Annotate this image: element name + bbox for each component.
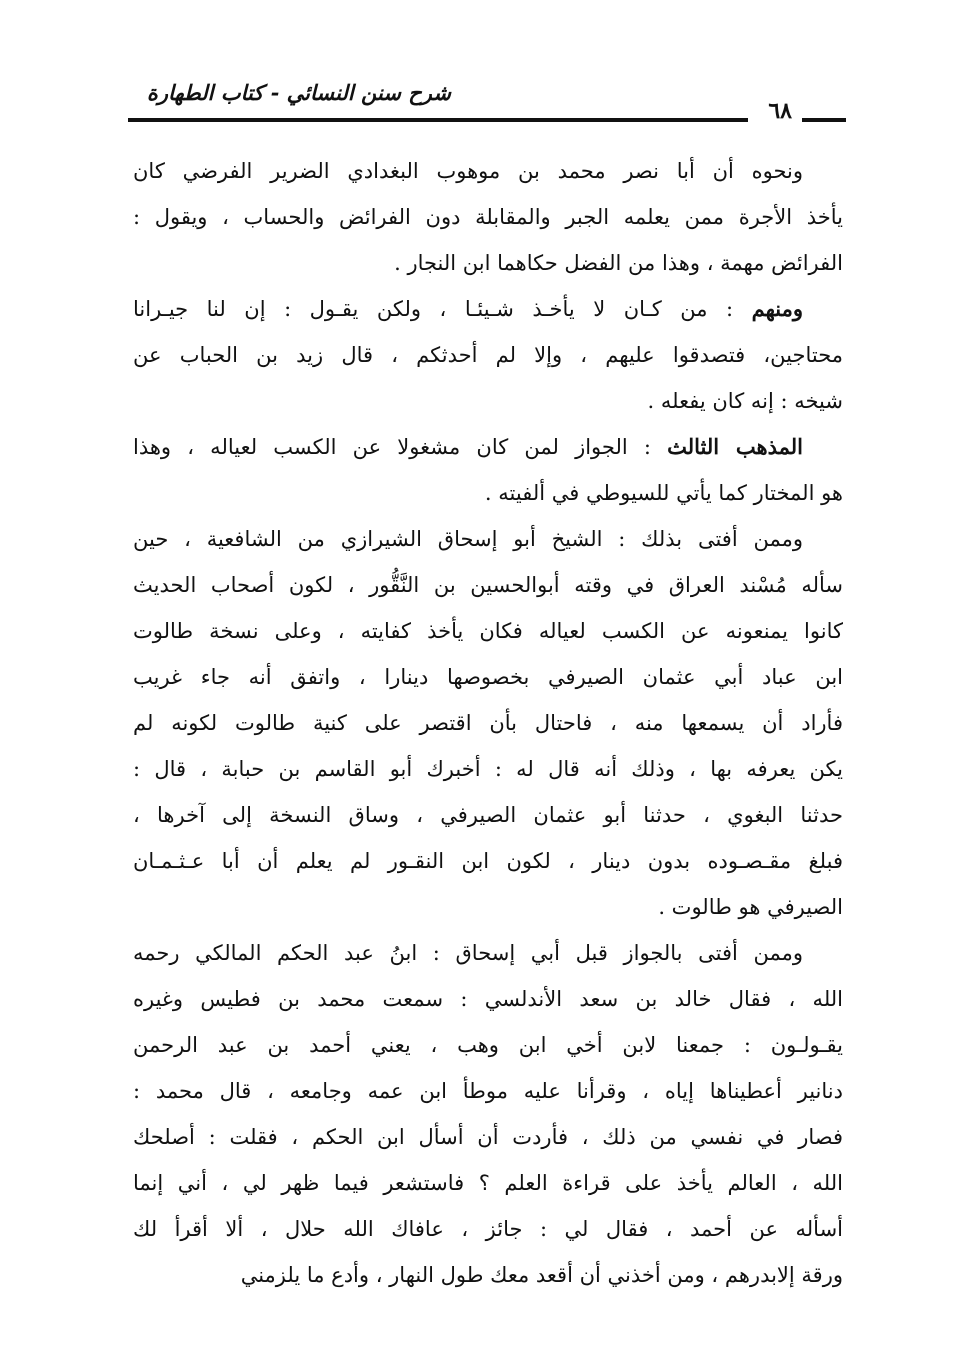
line-text: فبلغ مقـصـوده بدون دينار ، لكون ابن النقـور لم يعلم أن أبا عـثـمـان	[133, 849, 843, 873]
text-line	[133, 884, 843, 930]
header-rule-dash	[802, 118, 846, 122]
text-line	[133, 792, 843, 838]
line-text: ابن عباد أبي عثمان الصيرفي بخصوصها دينارا ، واتفق أنه جاء غريب	[133, 665, 843, 689]
text-line	[133, 746, 843, 792]
line-text: الصيرفي هو طالوت .	[658, 895, 843, 919]
text-line	[133, 378, 843, 424]
line-text: ونحوه أن أبا نصر محمد بن موهوب البغدادي الضرير الفرضي كان	[133, 159, 803, 183]
line-text: كانوا يمنعونه عن الكسب لعياله فكان يأخذ كفايته ، وعلى نسخة طالوت	[133, 619, 843, 643]
line-text: وممن أفتى بذلك : الشيخ أبو إسحاق الشيرازي من الشافعية ، حين	[133, 527, 803, 551]
text-line	[133, 976, 843, 1022]
text-line	[133, 608, 843, 654]
paragraph	[133, 424, 843, 516]
text-line	[133, 424, 843, 470]
text-line	[133, 1114, 843, 1160]
line-text: الله ، فقال خالد بن سعد الأندلسي : سمعت محمد بن فطيس وغيره	[133, 987, 843, 1011]
text-line	[133, 654, 843, 700]
line-text: فصار في نفسي من ذلك ، فأردت أن أسأل ابن الحكم ، فقلت : أصلحك	[133, 1125, 843, 1149]
text-line	[133, 1068, 843, 1114]
line-text: هو المختار كما يأتي للسيوطي في ألفيته .	[484, 481, 843, 505]
text-line	[133, 930, 843, 976]
line-text: يأخذ الأجرة ممن يعلمه الجبر والمقابلة دون الفرائض والحساب ، ويقول :	[133, 205, 843, 229]
line-text: الفرائض مهمة ، وهذا من الفضل حكاهما ابن النجار .	[394, 251, 843, 275]
page-number: ٦٨	[768, 98, 792, 124]
text-line	[133, 838, 843, 884]
header-rule	[128, 118, 748, 122]
text-line	[133, 516, 843, 562]
paragraph-lead: المذهب الثالث	[667, 434, 803, 459]
line-text: الله ، العالم يأخذ على قراءة العلم ؟ فاستشعر فيما ظهر لي ، أني إنما	[133, 1171, 843, 1195]
line-text: أسأله عن أحمد ، فقال لي : جائز ، عافاك الله حلال ، ألا أقرأ لك	[133, 1217, 843, 1241]
line-text: محتاجين، فتصدقوا عليهم ، وإلا لم أحدثكم ، قال زيد بن الحباب عن	[133, 343, 843, 367]
line-text: يكن يعرفه بها ، وذلك أنه قال له : أخبرك أبو القاسم بن حبابة ، قال :	[133, 757, 843, 781]
line-text: سأله مُسْند العراق في وقته أبوالحسين بن النَّقُّور ، لكون أصحاب الحديث	[133, 573, 843, 597]
line-text: : الجواز لمن كان مشغولا عن الكسب لعياله ، وهذا	[133, 435, 651, 459]
text-line	[133, 286, 843, 332]
page-header	[128, 78, 846, 128]
running-title: شرح سنن النسائي - كتاب الطهارة	[146, 80, 451, 105]
paragraph-lead: ومنهم	[751, 296, 803, 321]
text-line	[133, 1160, 843, 1206]
body-text	[133, 148, 843, 1298]
text-line	[133, 332, 843, 378]
line-text: شيخه : إنه كان يفعله .	[647, 389, 843, 413]
paragraph	[133, 286, 843, 424]
paragraph	[133, 930, 843, 1298]
text-line	[133, 562, 843, 608]
line-text: فأراد أن يسمعها منه ، فاحتال بأن اقتصر على كنية طالوت لكونه لم	[133, 711, 843, 735]
line-text: حدثنا البغوي ، حدثنا أبو عثمان الصيرفي ، وساق النسخة إلى آخرها ،	[133, 803, 843, 827]
text-line	[133, 700, 843, 746]
paragraph	[133, 148, 843, 286]
text-line	[133, 470, 843, 516]
line-text: يقـولـون : جمعنا لابن أخي ابن وهب ، يعني أحمد بن عبد الرحمن	[133, 1033, 843, 1057]
text-line	[133, 148, 843, 194]
line-text: دنانير أعطيناها إياه ، وقرأنا عليه موطأ ابن عمه وجامعه ، قال محمد :	[133, 1079, 843, 1103]
paragraph	[133, 516, 843, 930]
text-line	[133, 1022, 843, 1068]
line-text: : من كـان لا يأخـذ شـيئـا ، ولكن يقـول : إن لنا جيـرانا	[133, 297, 734, 321]
text-line	[133, 194, 843, 240]
text-line	[133, 1206, 843, 1252]
text-line	[133, 240, 843, 286]
line-text: وممن أفتى بالجواز قبل أبي إسحاق : ابنُ عبد الحكم المالكي رحمه	[133, 941, 803, 965]
line-text: ورقة إلابدرهم ، ومن أخذني أن أقعد معك طول النهار ، وأدع ما يلزمني	[240, 1263, 843, 1287]
text-line	[133, 1252, 843, 1298]
